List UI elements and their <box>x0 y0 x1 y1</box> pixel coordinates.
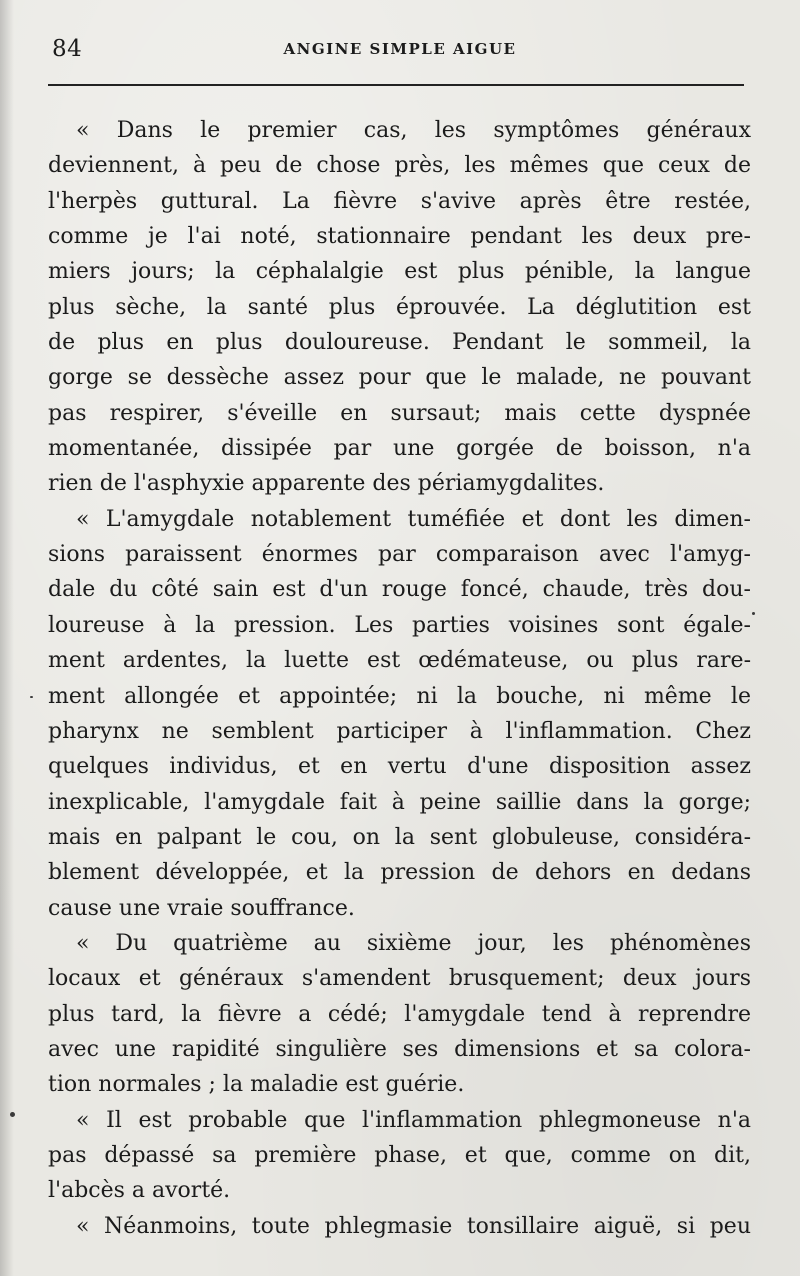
text-line: blement développée, et la pression de dehors en dedans <box>48 860 751 886</box>
text-line: plus sèche, la santé plus éprouvée. La déglutition est <box>48 294 751 320</box>
text-line: avec une rapidité singulière ses dimensions et sa colora- <box>48 1036 751 1062</box>
text-line: locaux et généraux s'amendent brusquement; deux jours <box>48 966 751 992</box>
text-line: de plus en plus douloureuse. Pendant le sommeil, la <box>48 330 751 356</box>
text-line: ment allongée et appointée; ni la bouche, ni même le <box>48 683 751 709</box>
text-line: pas dépassé sa première phase, et que, comme on dit, <box>48 1142 751 1168</box>
header-rule <box>48 84 744 86</box>
text-line: « Dans le premier cas, les symptômes généraux <box>76 118 751 143</box>
text-line: « Du quatrième au sixième jour, les phénomènes <box>76 930 751 956</box>
body-text <box>48 113 751 1244</box>
page-gutter-shadow <box>0 0 14 1276</box>
running-head: ANGINE SIMPLE AIGUE <box>283 40 517 58</box>
paper-speck <box>10 1112 15 1117</box>
text-line: « L'amygdale notablement tuméfiée et dont les dimen- <box>76 506 751 532</box>
paper-speck <box>30 696 33 698</box>
text-line: dale du côté sain est d'un rouge foncé, chaude, très dou- <box>48 577 751 603</box>
text-line: comme je l'ai noté, stationnaire pendant les deux pre- <box>48 224 751 250</box>
text-line: l'herpès guttural. La fièvre s'avive après être restée, <box>48 188 751 214</box>
text-line: mais en palpant le cou, on la sent globuleuse, considéra- <box>48 824 751 850</box>
text-line: pharynx ne semblent participer à l'inflammation. Chez <box>48 718 751 744</box>
text-line: inexplicable, l'amygdale fait à peine saillie dans la gorge; <box>48 789 751 815</box>
text-line: cause une vraie souffrance. <box>48 895 355 921</box>
text-line: l'abcès a avorté. <box>48 1178 231 1204</box>
text-line: sions paraissent énormes par comparaison avec l'amyg- <box>48 542 751 568</box>
text-line: pas respirer, s'éveille en sursaut; mais cette dyspnée <box>48 400 751 426</box>
text-line: ment ardentes, la luette est œdémateuse, ou plus rare- <box>48 648 751 674</box>
text-line: momentanée, dissipée par une gorgée de boisson, n'a <box>48 436 751 462</box>
text-line: deviennent, à peu de chose près, les mêmes que ceux de <box>48 153 751 179</box>
page-number: 84 <box>52 36 83 62</box>
paper-speck <box>752 612 755 615</box>
text-line: miers jours; la céphalalgie est plus pénible, la langue <box>48 259 751 285</box>
text-line: gorge se dessèche assez pour que le malade, ne pouvant <box>48 365 751 391</box>
text-line: « Néanmoins, toute phlegmasie tonsillaire aiguë, si peu <box>76 1213 751 1239</box>
text-line: tion normales ; la maladie est guérie. <box>48 1072 465 1098</box>
text-line: loureuse à la pression. Les parties voisines sont égale- <box>48 612 751 638</box>
text-line: rien de l'asphyxie apparente des périamygdalites. <box>48 471 605 497</box>
text-line: quelques individus, et en vertu d'une disposition assez <box>48 754 751 780</box>
text-line: plus tard, la fièvre a cédé; l'amygdale tend à reprendre <box>48 1001 751 1027</box>
text-line: « Il est probable que l'inflammation phlegmoneuse n'a <box>76 1107 751 1133</box>
